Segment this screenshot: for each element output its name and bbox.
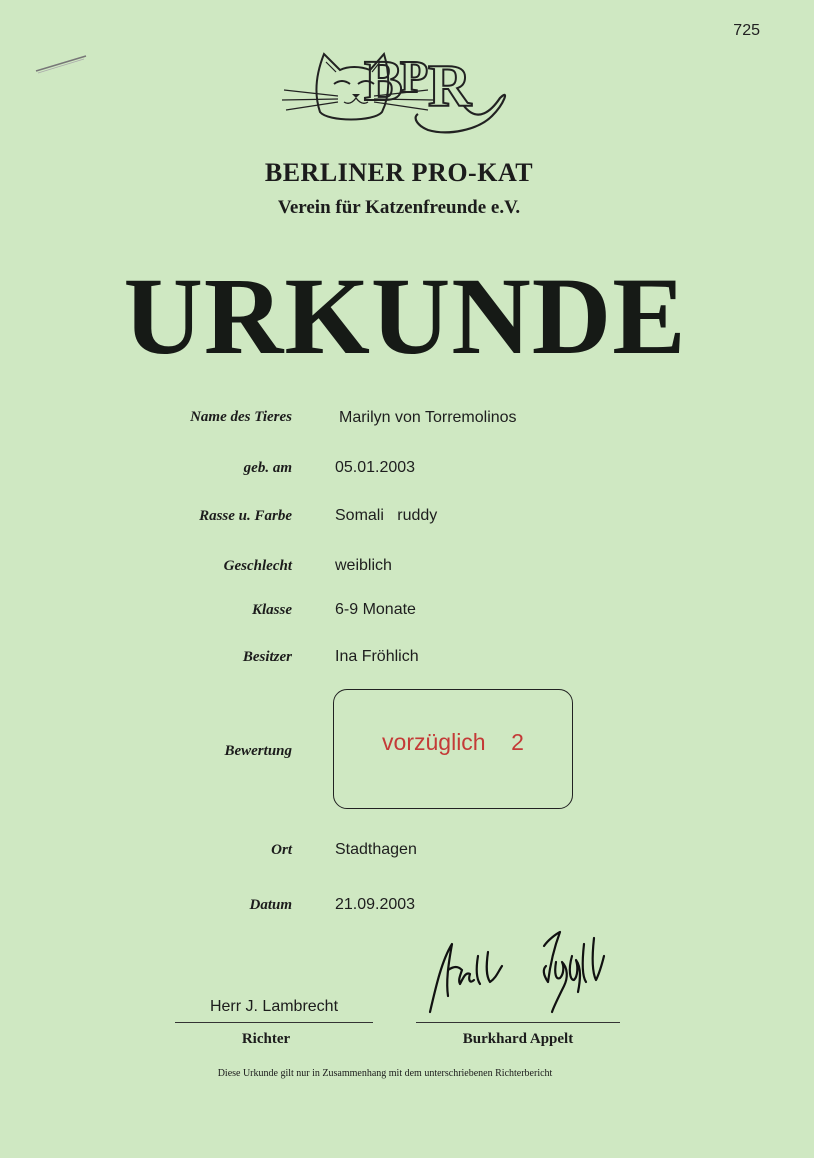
judge-name: Herr J. Lambrecht: [209, 998, 339, 1015]
svg-text:B: B: [364, 48, 403, 113]
class-label: Klasse: [251, 602, 292, 618]
date-label: Datum: [249, 897, 292, 913]
owner-value: Ina Fröhlich: [335, 648, 419, 665]
president-caption: Burkhard Appelt: [462, 1031, 574, 1047]
handwritten-signature: [418, 926, 618, 1018]
class-value: 6-9 Monate: [335, 601, 416, 618]
name-label: Name des Tieres: [190, 409, 292, 425]
birth-date-label: geb. am: [243, 460, 292, 476]
judge-caption: Richter: [241, 1031, 291, 1047]
breed-color-label: Rasse u. Farbe: [199, 508, 292, 524]
rating-label: Bewertung: [224, 743, 292, 759]
svg-text:P: P: [400, 51, 429, 102]
birth-date-value: 05.01.2003: [335, 459, 416, 476]
sex-label: Geschlecht: [223, 558, 292, 574]
pen-stroke-mark: [34, 52, 90, 76]
president-signature-line: [416, 1022, 620, 1023]
organization-subtitle: Verein für Katzenfreunde e.V.: [277, 197, 521, 218]
place-value: Stadthagen: [335, 841, 417, 858]
signature-text: Burkhard Appelt: [418, 926, 425, 927]
judge-signature-line: [175, 1022, 373, 1023]
rating-value: vorzüglich 2: [382, 729, 524, 755]
breed-color-value: Somali ruddy: [335, 507, 438, 524]
owner-label: Besitzer: [242, 649, 292, 665]
organization-name: BERLINER PRO-KAT: [264, 158, 534, 187]
date-value: 21.09.2003: [335, 896, 416, 913]
svg-text:R: R: [428, 53, 472, 119]
sex-value: weiblich: [335, 557, 392, 574]
club-logo-cat-icon: [278, 44, 518, 144]
certificate-title: URKUNDE: [123, 255, 687, 377]
name-value: Marilyn von Torremolinos: [339, 409, 517, 426]
page-number: 725: [733, 22, 760, 39]
footnote: Diese Urkunde gilt nur in Zusammenhang mit dem unterschriebenen Richterbericht: [217, 1068, 553, 1079]
place-label: Ort: [271, 842, 292, 858]
